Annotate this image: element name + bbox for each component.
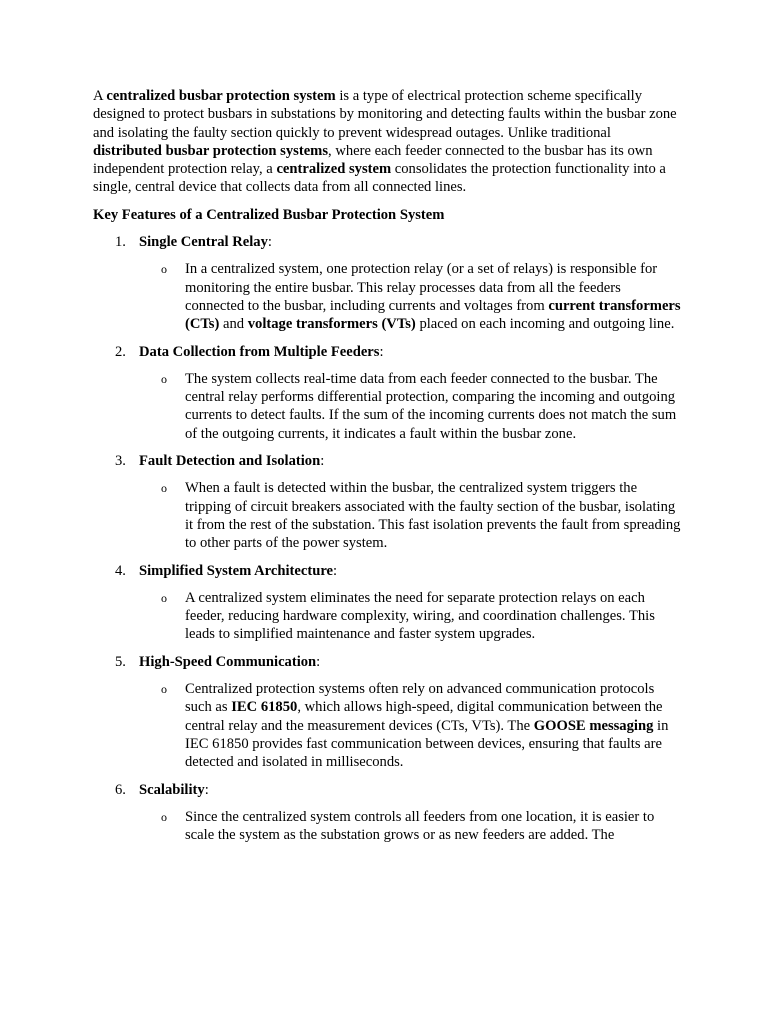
bullet-icon: o xyxy=(161,262,167,277)
bullet-text: Since the centralized system controls all feeders from one location, it is easier to scale the system as the substation grows or as new feeders are added. The xyxy=(185,808,655,844)
feature-number: 6. xyxy=(115,781,126,798)
bullet-icon: o xyxy=(161,682,167,697)
feature-title: Single Central Relay xyxy=(139,234,268,251)
feature-number: 3. xyxy=(115,453,126,470)
bullet-text: In a centralized system, one protection relay (or a set of relays) is responsible for monitoring the entire busbar. This relay processes data from all the feeders connected to the busbar, including currents and voltages from xyxy=(185,261,658,314)
feature-number: 5. xyxy=(115,653,126,670)
feature-number: 2. xyxy=(115,343,126,360)
feature-bullet xyxy=(93,589,683,644)
feature-bullet xyxy=(93,808,683,845)
feature-item xyxy=(93,452,683,552)
feature-title: Scalability xyxy=(139,781,205,798)
feature-colon: : xyxy=(267,234,272,251)
bullet-icon: o xyxy=(161,809,167,824)
feature-item xyxy=(93,653,683,772)
feature-colon: : xyxy=(316,653,321,670)
intro-bold-2: distributed busbar protection systems xyxy=(93,142,329,159)
feature-bullet xyxy=(93,680,683,771)
feature-title: Data Collection from Multiple Feeders xyxy=(139,343,380,360)
feature-header xyxy=(93,653,683,671)
feature-item xyxy=(93,233,683,333)
document-page xyxy=(93,87,683,853)
bullet-icon: o xyxy=(161,371,167,386)
feature-bullet xyxy=(93,479,683,552)
feature-bullet xyxy=(93,370,683,443)
feature-number: 1. xyxy=(115,234,126,251)
bullet-text: A centralized system eliminates the need for separate protection relays on each feeder, reducing hardware complexity, wiring, and coordination challenges. This leads to simplified maintenance and faster system upgrades. xyxy=(185,589,655,643)
bullet-text: in IEC 61850 provides fast communication between devices, ensuring that faults are detected and isolated in milliseconds. xyxy=(185,717,669,771)
intro-bold-1: centralized busbar protection system xyxy=(106,88,336,104)
feature-bullet xyxy=(93,260,683,333)
bullet-text: When a fault is detected within the busbar, the centralized system triggers the tripping of circuit breakers associated with the faulty section of the busbar, isolating it from the rest of the substation. This fast isolation prevents the fault from spreading to other parts of the power system. xyxy=(185,480,681,552)
bullet-icon: o xyxy=(161,590,167,605)
feature-title: High-Speed Communication xyxy=(139,653,317,670)
intro-text-2: is a type of electrical protection scheme specifically designed to protect busbars in substations by monitoring and detecting faults within the busbar zone and isolating the faulty section quickly to prevent widespread outages. Unlike traditional xyxy=(93,88,677,141)
feature-colon: : xyxy=(333,562,338,579)
feature-colon: : xyxy=(204,781,209,798)
bullet-text: Centralized protection systems often rely on advanced communication protocols such as xyxy=(185,681,655,716)
intro-text-1: A xyxy=(93,88,107,104)
feature-title: Fault Detection and Isolation xyxy=(139,453,321,470)
bullet-bold: voltage transformers (VTs) xyxy=(247,316,416,333)
feature-header xyxy=(93,781,683,799)
bullet-bold: IEC 61850 xyxy=(231,699,298,716)
bullet-text: , which allows high-speed, digital communication between the central relay and the measurement devices (CTs, VTs). The xyxy=(185,699,663,734)
bullet-bold: current transformers (CTs) xyxy=(185,297,681,333)
intro-text-3: , where each feeder connected to the busbar has its own independent protection relay, a xyxy=(93,142,653,178)
bullet-text: and xyxy=(219,316,248,333)
feature-title: Simplified System Architecture xyxy=(139,562,334,579)
feature-item xyxy=(93,562,683,644)
intro-text-4: consolidates the protection functionality into a single, central device that collects data from all connected lines. xyxy=(93,161,666,196)
feature-number: 4. xyxy=(115,562,126,579)
feature-colon: : xyxy=(320,453,325,470)
bullet-text: The system collects real-time data from each feeder connected to the busbar. The central relay performs differential protection, comparing the incoming and outgoing currents to detect faults. If the sum of the incoming currents does not match the sum of the outgoing currents, it indicates a fault within the busbar zone. xyxy=(185,370,677,442)
feature-header xyxy=(93,233,683,251)
bullet-bold: GOOSE messaging xyxy=(533,717,654,734)
section-heading: Key Features of a Centralized Busbar Protection System xyxy=(93,206,445,223)
feature-item xyxy=(93,343,683,443)
features-list xyxy=(93,233,683,844)
feature-colon: : xyxy=(379,343,384,360)
feature-header xyxy=(93,562,683,580)
intro-bold-3: centralized system xyxy=(276,161,392,178)
feature-item xyxy=(93,781,683,845)
intro-paragraph xyxy=(93,87,683,197)
feature-header xyxy=(93,452,683,470)
feature-header xyxy=(93,343,683,361)
bullet-icon: o xyxy=(161,481,167,496)
bullet-text: placed on each incoming and outgoing line. xyxy=(415,316,675,333)
